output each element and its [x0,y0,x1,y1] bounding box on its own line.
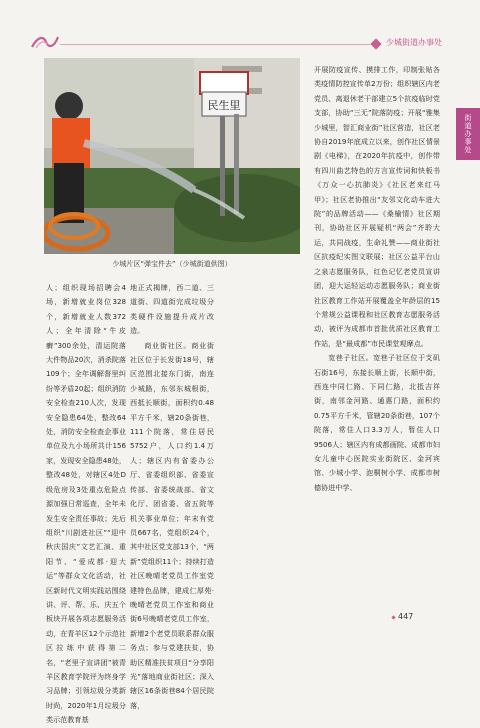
ribbon-logo-icon [30,34,60,50]
header-title: 少城街道办事处 [386,38,442,47]
paragraph: 人；组织现场招聘会4场，新增就业岗位328个，新增就业人数372人；全年清除“牛皮癣”300余处，清运院落大件物品20次，消杀院落109个；全年调解督里纠纷等矛盾20起；组织消防安全检查210人次，发现安全隐患64处，整改64处，消防安全检查企事业单位及九小场所共计156家，发现安全隐患48处，整改48处，对辖区4处D级危房及3处重点危险点源加强日常巡查，全年未发生安全责任事故；先后组织“川剧进社区”“迎中秋庆国庆”文艺汇演、重阳节、“爱成都·迎大运”等群众文化活动，社区新时代文明实践站围绕讲、评、帮、乐、庆五个板块开展各项志愿服务活动，在青羊区12个示范社区拉练中获得第二名，“老里子宣讲团”被青羊区教育学院评为终身学习品牌；引领垃圾分类新时尚，2020年1月垃圾分类示范教育基 [46,283,126,725]
paragraph: 商业街社区。商业街社区位于长发街18号，辖区范围北接东门街，南连少城路，东邻东城根街，西抵长顺街，面积约0.48平方千米，辖20条街巷，111个院落，常住居民5752户，人口约1.4万人；辖区内有省委办公厅、省委组织部、省委宣传部、省委统战部、省文化厅、团省委、省五院等机关事业单位；年末有党员667名，党组织24个，其中社区党支部13个，“两新”党组织11个；持续打造社区晚晴老党员工作室党建特色品牌，建成仁厚苑·晚晴老党员工作室和商业街6号晚晴老党员工作室，新增2个老党员联系群众服务点；参与党建扶贫，协助区精准扶贫项目“分享阳光”落地商业街社区；深入辖区16条街巷84个居民院落， [130,340,214,710]
paragraph: 宽巷子社区。宽巷子社区位于支矶石街16号，东接长顺上街，长顺中街，西连中同仁路、下同仁路，北抵吉祥街，南邻金河路、通惠门路，面积约0.75平方千米，管辖20条街巷，107个院落，常住人口3.3万人，暂住人口9506人；辖区内有成都画院、成都市妇女儿童中心医院实业街院区、金河宾馆、少城小学、泡桐树小学、成都市树德协进中学、 [314,353,440,492]
page-header [0,0,480,56]
photo-illustration [44,58,300,254]
page-number-dot-icon [391,615,395,619]
header-diamond-icon [370,38,381,49]
text-column-4 [314,63,440,495]
photo-caption: 少城片区“弹宝件去”（少城街道供图） [112,260,232,268]
paragraph: 开展防疫宣传、摸排工作，印制张贴各类疫情防控宣传单2万份；组织辖区内老党员、离退休老干部建立5个抗疫临时党支部，协助“三无”院落防疫；开展“雅集少城里，智汇商业街”社区营造，社区老协自2019年底成立以来，创作社区情景剧《电梯》，在2020年抗疫中，创作带有四川曲艺特色的方言宣传词和快板书《万众一心抗肺炎》《社区老来红马甲》；社区老协推出“友邻文化动车进大院”的品牌活动——《桑榆情》社区期刊，协助社区开展疑机“两会”齐聆大运，共同战疫，生命礼赞——商业街社区抗疫纪实图文联展；社区公益平台山之泉志愿服务队，红色记忆老党员宣讲团，迎大运轻运动志愿服务队；商业街社区教育工作站开展覆盖全年龄层的15个常规公益课程和社区教育志愿服务活动，被评为成都市首批优质社区教育工作站，是“最成都”市民课堂观摩点。 [314,65,440,348]
paragraph: 地正式揭牌，西二道、三道街、四道街完成垃圾分类硬件设施提升成片改造。 [130,283,214,336]
text-column-2 [130,281,214,713]
street-photo [44,58,300,254]
page-number: 447 [398,612,414,621]
header-rule [60,44,370,45]
section-side-tab: 街道办事处 [456,108,480,160]
sign-text: 民生里 [207,99,241,112]
text-column-1 [46,281,126,728]
